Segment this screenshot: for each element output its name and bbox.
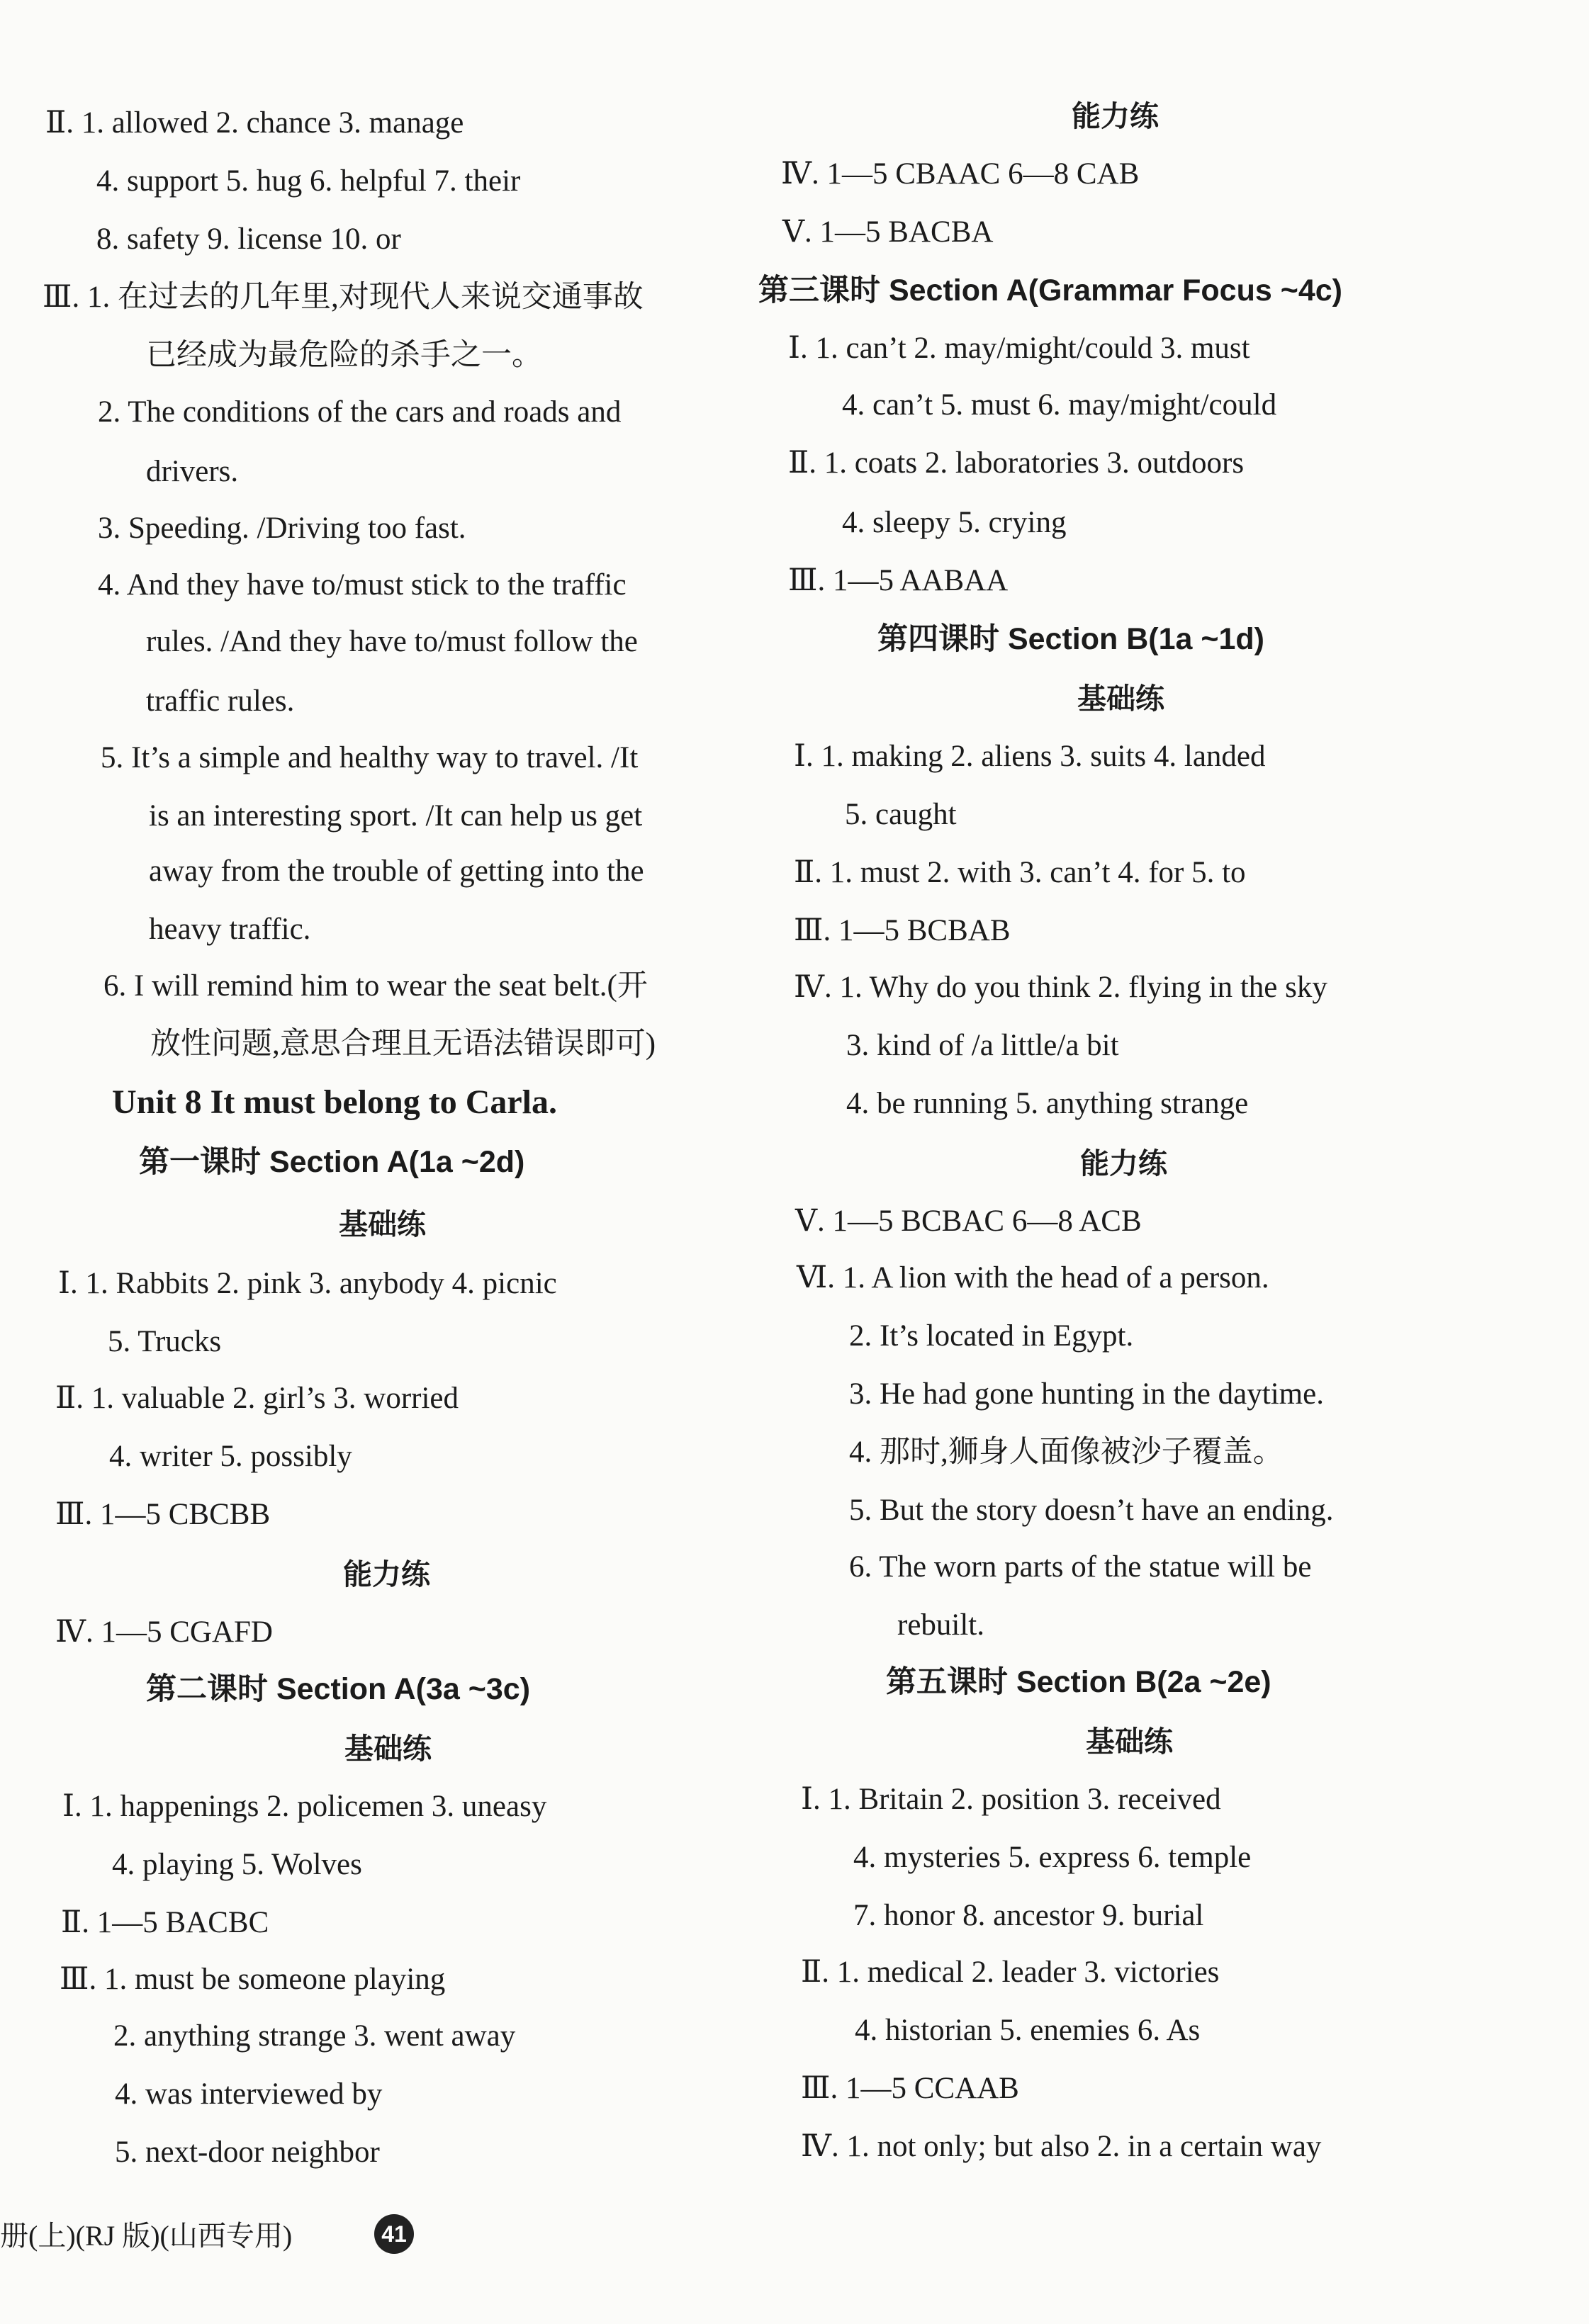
answer-line: 5. caught xyxy=(845,798,957,831)
answer-line: rules. /And they have to/must follow the xyxy=(146,625,638,658)
answer-line: 3. He had gone hunting in the daytime. xyxy=(849,1377,1324,1411)
answer-line: 2. The conditions of the cars and roads and xyxy=(98,395,622,429)
answer-line: Ⅲ. 1—5 CBCBB xyxy=(55,1498,271,1531)
answer-line: Ⅲ. 1. must be someone playing xyxy=(60,1963,446,1996)
answer-line: 5. It’s a simple and healthy way to travel. /It xyxy=(101,741,639,774)
section-label: 基础练 xyxy=(1077,682,1164,716)
section-label: 能力练 xyxy=(1080,1146,1167,1180)
answer-line: away from the trouble of getting into the xyxy=(149,854,644,888)
answer-line: Ⅱ. 1. valuable 2. girl’s 3. worried xyxy=(55,1382,459,1415)
answer-line: Ⅰ. 1. making 2. aliens 3. suits 4. landed xyxy=(794,740,1266,773)
section-label: 能力练 xyxy=(343,1557,430,1591)
answer-line: 4. playing 5. Wolves xyxy=(112,1848,362,1881)
answer-line: 2. It’s located in Egypt. xyxy=(849,1319,1134,1353)
answer-line: Ⅱ. 1—5 BACBC xyxy=(61,1906,269,1939)
answer-line: 3. kind of /a little/a bit xyxy=(846,1029,1119,1062)
answer-line: Ⅵ. 1. A lion with the head of a person. xyxy=(797,1261,1269,1294)
answer-line: Ⅰ. 1. Britain 2. position 3. received xyxy=(801,1783,1221,1816)
answer-line: Ⅰ. 1. can’t 2. may/might/could 3. must xyxy=(788,332,1250,365)
answer-line: 4. writer 5. possibly xyxy=(109,1440,352,1473)
answer-line: 6. The worn parts of the statue will be xyxy=(849,1550,1312,1584)
answer-line: 4. 那时,狮身人面像被沙子覆盖。 xyxy=(849,1435,1284,1469)
answer-line: Ⅲ. 1—5 BCBAB xyxy=(794,914,1011,947)
answer-line: Ⅴ. 1—5 BCBAC 6—8 ACB xyxy=(795,1205,1142,1238)
answer-line: traffic rules. xyxy=(146,684,295,718)
answer-line: Ⅱ. 1. medical 2. leader 3. victories xyxy=(801,1956,1220,1989)
answer-line: Ⅱ. 1. allowed 2. chance 3. manage xyxy=(45,106,464,140)
answer-line: Ⅴ. 1—5 BACBA xyxy=(782,215,994,249)
answer-line: Ⅰ. 1. Rabbits 2. pink 3. anybody 4. picnic xyxy=(58,1267,557,1300)
lesson-heading: 第五课时 Section B(2a ~2e) xyxy=(886,1665,1271,1699)
answer-line: 5. Trucks xyxy=(108,1325,222,1358)
answer-line: 2. anything strange 3. went away xyxy=(113,2019,516,2053)
section-label: 基础练 xyxy=(1086,1725,1173,1759)
answer-line: 放性问题,意思合理且无语法错误即可) xyxy=(150,1027,656,1061)
answer-line: Ⅳ. 1. Why do you think 2. flying in the sky xyxy=(794,971,1327,1004)
page-number-badge: 41 xyxy=(374,2214,414,2254)
answer-line: 4. sleepy 5. crying xyxy=(842,506,1067,539)
answer-line: 8. safety 9. license 10. or xyxy=(96,222,401,256)
page-footer: 册(上)(RJ 版)(山西专用) xyxy=(0,2220,293,2252)
answer-line: Ⅳ. 1—5 CGAFD xyxy=(55,1615,273,1649)
section-label: 基础练 xyxy=(339,1207,426,1241)
section-label: 基础练 xyxy=(344,1732,432,1766)
answer-line: 4. support 5. hug 6. helpful 7. their xyxy=(96,164,521,198)
answer-line: Ⅱ. 1. must 2. with 3. can’t 4. for 5. to xyxy=(794,856,1246,889)
unit-title: Unit 8 It must belong to Carla. xyxy=(112,1083,558,1121)
answer-line: 3. Speeding. /Driving too fast. xyxy=(98,512,466,545)
answer-line: rebuilt. xyxy=(897,1608,984,1642)
answer-line: Ⅱ. 1. coats 2. laboratories 3. outdoors xyxy=(788,446,1245,480)
answer-line: 7. honor 8. ancestor 9. burial xyxy=(853,1899,1204,1932)
answer-line: heavy traffic. xyxy=(149,913,311,946)
lesson-heading: 第一课时 Section A(1a ~2d) xyxy=(139,1145,525,1179)
answer-line: 4. was interviewed by xyxy=(115,2077,383,2111)
section-label: 能力练 xyxy=(1072,99,1159,133)
answer-line: Ⅰ. 1. happenings 2. policemen 3. uneasy xyxy=(62,1790,547,1823)
answer-line: 4. And they have to/must stick to the traffic xyxy=(98,568,627,602)
answer-line: 已经成为最危险的杀手之一。 xyxy=(146,339,542,372)
lesson-heading: 第三课时 Section A(Grammar Focus ~4c) xyxy=(758,273,1342,308)
lesson-heading: 第二课时 Section A(3a ~3c) xyxy=(146,1672,531,1706)
answer-line: 4. mysteries 5. express 6. temple xyxy=(853,1841,1252,1874)
lesson-heading: 第四课时 Section B(1a ~1d) xyxy=(877,622,1264,656)
answer-line: 4. can’t 5. must 6. may/might/could xyxy=(842,388,1277,422)
answer-line: Ⅳ. 1—5 CBAAC 6—8 CAB xyxy=(781,157,1140,191)
answer-line: 6. I will remind him to wear the seat belt.(开 xyxy=(103,969,648,1003)
answer-line: Ⅲ. 1—5 AABAA xyxy=(788,564,1009,597)
answer-line: is an interesting sport. /It can help us get xyxy=(149,799,643,833)
answer-line: Ⅲ. 1—5 CCAAB xyxy=(801,2072,1019,2105)
answer-line: 5. next-door neighbor xyxy=(115,2136,380,2169)
answer-line: drivers. xyxy=(146,455,239,488)
answer-line: 5. But the story doesn’t have an ending. xyxy=(849,1494,1334,1527)
answer-line: Ⅲ. 1. 在过去的几年里,对现代人来说交通事故 xyxy=(43,281,644,314)
answer-line: 4. be running 5. anything strange xyxy=(846,1087,1249,1120)
answer-line: Ⅳ. 1. not only; but also 2. in a certain way xyxy=(801,2130,1322,2163)
answer-line: 4. historian 5. enemies 6. As xyxy=(855,2014,1201,2047)
